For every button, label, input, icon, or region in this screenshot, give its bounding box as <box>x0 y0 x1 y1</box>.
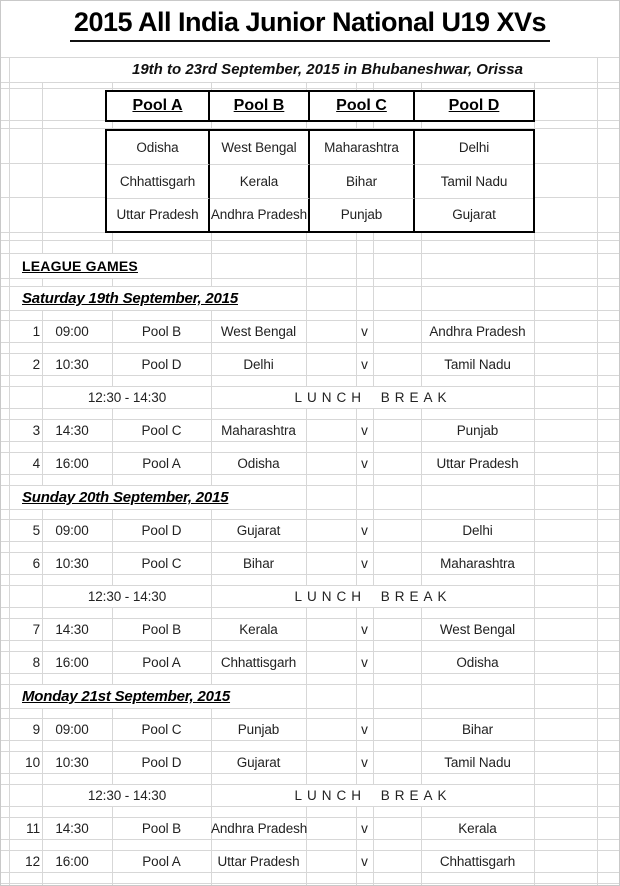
spacer-row <box>1 542 619 553</box>
spacer-row <box>1 343 619 354</box>
spacer-row <box>1 873 619 884</box>
pool-team: Tamil Nadu <box>415 164 533 197</box>
league-heading-row <box>1 254 619 279</box>
pool-team: Punjab <box>310 198 415 231</box>
spacer-row <box>1 121 619 129</box>
home-team: Gujarat <box>236 755 281 770</box>
away-team: Bihar <box>461 722 493 737</box>
game-pool: Pool C <box>141 556 182 571</box>
versus-label: v <box>361 821 368 836</box>
day-heading-sunday: Sunday 20th September, 2015 <box>22 486 233 509</box>
versus-label: v <box>361 755 368 770</box>
game-row-5 <box>1 520 619 542</box>
spacer-row <box>1 233 619 241</box>
game-time: 09:00 <box>55 722 89 737</box>
away-team: Kerala <box>458 821 497 836</box>
pool-team: Gujarat <box>415 198 533 231</box>
pool-table-header <box>105 90 535 122</box>
home-team: Punjab <box>237 722 280 737</box>
pool-d-header: Pool D <box>448 97 500 114</box>
spacer-row <box>1 575 619 586</box>
game-row-6 <box>1 553 619 575</box>
spacer-row <box>1 807 619 818</box>
spacer-row <box>1 608 619 619</box>
lunch-label: LUNCH BREAK <box>211 586 534 607</box>
game-pool: Pool C <box>141 722 182 737</box>
home-team: Andhra Pradesh <box>211 821 308 836</box>
game-pool: Pool C <box>141 423 182 438</box>
versus-label: v <box>361 556 368 571</box>
game-number: 10 <box>25 755 40 770</box>
home-team: Bihar <box>242 556 274 571</box>
spacer-row <box>1 442 619 453</box>
game-time: 16:00 <box>55 456 89 471</box>
versus-label: v <box>361 456 368 471</box>
day-heading-monday: Monday 21st September, 2015 <box>22 685 235 708</box>
versus-label: v <box>361 622 368 637</box>
subtitle-row <box>1 58 619 83</box>
away-team: Punjab <box>456 423 499 438</box>
game-row-2 <box>1 354 619 376</box>
home-team: Uttar Pradesh <box>217 854 300 869</box>
page-title: 2015 All India Junior National U19 XVs <box>70 7 550 42</box>
spacer-row <box>1 674 619 685</box>
spacer-row <box>1 409 619 420</box>
spacer-row <box>1 279 619 287</box>
day-heading-row <box>1 486 619 510</box>
game-number: 5 <box>32 523 40 538</box>
pool-a-header: Pool A <box>107 92 210 120</box>
game-row-12 <box>1 851 619 873</box>
lunch-break-row <box>1 586 619 608</box>
home-team: Odisha <box>237 456 280 471</box>
game-number: 11 <box>26 821 40 836</box>
away-team: Chhattisgarh <box>439 854 516 869</box>
versus-label: v <box>361 722 368 737</box>
pool-team: Uttar Pradesh <box>107 198 210 231</box>
spacer-row <box>1 641 619 652</box>
home-team: Delhi <box>243 357 274 372</box>
away-team: Delhi <box>462 523 493 538</box>
day-heading-row <box>1 287 619 311</box>
versus-label: v <box>361 854 368 869</box>
pool-team: West Bengal <box>210 131 310 164</box>
game-row-8 <box>1 652 619 674</box>
pool-b-header: Pool B <box>210 92 310 120</box>
spacer-row <box>1 376 619 387</box>
home-team: West Bengal <box>220 324 297 339</box>
game-pool: Pool D <box>141 523 182 538</box>
game-pool: Pool B <box>141 324 182 339</box>
game-number: 12 <box>25 854 40 869</box>
game-number: 4 <box>32 456 40 471</box>
away-team: Odisha <box>456 655 499 670</box>
away-team: Maharashtra <box>440 556 515 571</box>
versus-label: v <box>361 324 368 339</box>
game-pool: Pool A <box>142 456 181 471</box>
away-team: Tamil Nadu <box>444 755 511 770</box>
game-row-7 <box>1 619 619 641</box>
spacer-row <box>1 741 619 752</box>
game-time: 10:30 <box>55 357 89 372</box>
home-team: Gujarat <box>236 523 281 538</box>
pool-team: Chhattisgarh <box>107 164 210 197</box>
versus-label: v <box>361 655 368 670</box>
game-time: 14:30 <box>55 423 89 438</box>
spacer-row <box>1 510 619 520</box>
game-time: 16:00 <box>55 854 89 869</box>
league-games-heading: LEAGUE GAMES <box>22 254 143 278</box>
lunch-break-row <box>1 387 619 409</box>
title-row <box>1 1 619 58</box>
pool-team: Andhra Pradesh <box>210 198 310 231</box>
pool-table-body <box>105 129 535 233</box>
spacer-row <box>1 311 619 321</box>
game-pool: Pool B <box>141 821 182 836</box>
game-time: 14:30 <box>55 821 89 836</box>
game-pool: Pool A <box>142 854 181 869</box>
pool-team: Maharashtra <box>310 131 415 164</box>
game-number: 8 <box>32 655 40 670</box>
day-heading-saturday: Saturday 19th September, 2015 <box>22 287 243 310</box>
day-heading-row <box>1 685 619 709</box>
game-time: 10:30 <box>55 556 89 571</box>
home-team: Kerala <box>239 622 278 637</box>
lunch-label: LUNCH BREAK <box>211 785 534 806</box>
pool-team: Odisha <box>107 131 210 164</box>
game-number: 6 <box>32 556 40 571</box>
game-number: 3 <box>32 423 40 438</box>
away-team: Tamil Nadu <box>444 357 511 372</box>
game-row-4 <box>1 453 619 475</box>
versus-label: v <box>361 423 368 438</box>
home-team: Maharashtra <box>221 423 296 438</box>
game-time: 16:00 <box>55 655 89 670</box>
pool-c-header: Pool C <box>310 92 415 120</box>
game-row-1 <box>1 321 619 343</box>
away-team: West Bengal <box>439 622 516 637</box>
pool-team: Bihar <box>310 164 415 197</box>
game-number: 7 <box>32 622 40 637</box>
game-pool: Pool A <box>142 655 181 670</box>
game-number: 1 <box>32 324 40 339</box>
spacer-row <box>1 774 619 785</box>
spacer-row <box>1 709 619 719</box>
home-team: Chhattisgarh <box>220 655 297 670</box>
game-time: 10:30 <box>55 755 89 770</box>
spacer-row <box>1 840 619 851</box>
lunch-time: 12:30 - 14:30 <box>42 387 211 408</box>
game-time: 09:00 <box>55 324 89 339</box>
versus-label: v <box>361 357 368 372</box>
game-row-10 <box>1 752 619 774</box>
game-pool: Pool B <box>141 622 182 637</box>
lunch-time: 12:30 - 14:30 <box>42 785 211 806</box>
game-number: 2 <box>32 357 40 372</box>
game-row-9 <box>1 719 619 741</box>
spacer-row <box>1 475 619 486</box>
game-pool: Pool D <box>141 755 182 770</box>
lunch-time: 12:30 - 14:30 <box>42 586 211 607</box>
game-time: 09:00 <box>55 523 89 538</box>
game-number: 9 <box>32 722 40 737</box>
spacer-row <box>1 241 619 254</box>
away-team: Andhra Pradesh <box>429 324 526 339</box>
game-row-3 <box>1 420 619 442</box>
versus-label: v <box>361 523 368 538</box>
lunch-break-row <box>1 785 619 807</box>
game-row-11 <box>1 818 619 840</box>
pool-team: Kerala <box>210 164 310 197</box>
pool-team: Delhi <box>458 140 490 156</box>
lunch-label: LUNCH BREAK <box>211 387 534 408</box>
page-subtitle: 19th to 23rd September, 2015 in Bhubaneshwar, Orissa <box>10 58 595 82</box>
game-time: 14:30 <box>55 622 89 637</box>
game-pool: Pool D <box>141 357 182 372</box>
away-team: Uttar Pradesh <box>436 456 519 471</box>
